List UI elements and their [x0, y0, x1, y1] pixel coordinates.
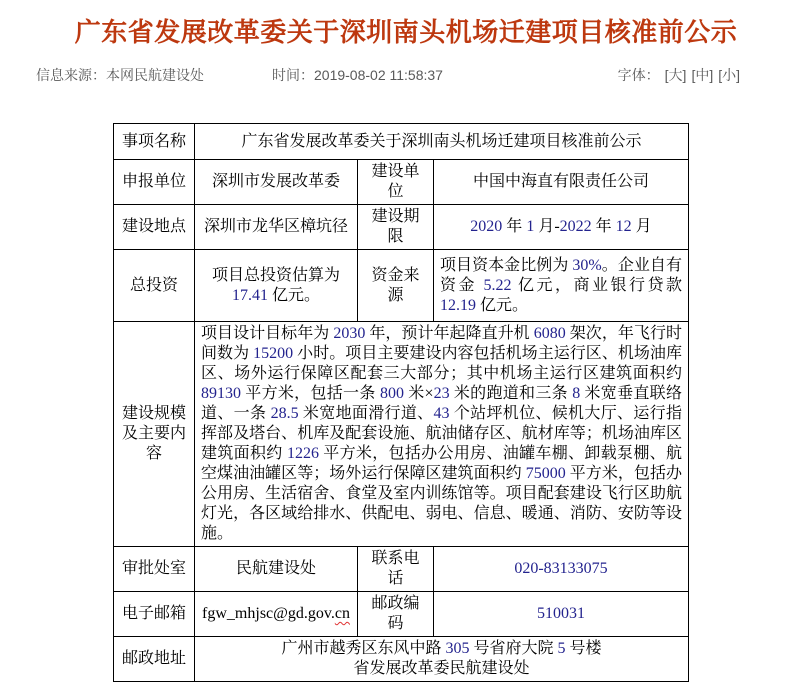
email-address-tld: cn [334, 605, 350, 622]
info-source [36, 65, 204, 85]
approval-office-label: 审批处室 [114, 547, 195, 592]
funding-label: 资金来源 [358, 250, 434, 322]
scale-label: 建设规模及主要内容 [114, 322, 195, 547]
postal-address-value [195, 637, 689, 682]
info-source-value: 本网民航建设处 [106, 67, 204, 83]
meta-bar [0, 65, 812, 85]
publish-time-label: 时间： [272, 67, 314, 83]
font-size-small-button[interactable]: [小] [718, 67, 740, 83]
font-size-medium-button[interactable]: [中] [691, 67, 714, 83]
table-row-units [114, 160, 689, 205]
phone-label: 联系电话 [358, 547, 434, 592]
info-source-label: 信息来源： [36, 67, 106, 83]
postcode-label: 邮政编码 [358, 592, 434, 637]
publish-time-value: 2019-08-02 11:58:37 [314, 67, 443, 83]
period-label: 建设期限 [358, 205, 434, 250]
postal-address-line1: 广州市越秀区东风中路 305 号省府大院 5 号楼 [281, 640, 602, 657]
applicant-value: 深圳市发展改革委 [195, 160, 358, 205]
location-value: 深圳市龙华区樟坑径 [195, 205, 358, 250]
publish-time [272, 65, 443, 85]
construct-unit-value: 中国中海直有限责任公司 [434, 160, 689, 205]
postcode-value: 510031 [434, 592, 689, 637]
funding-value: 项目资本金比例为 30%。企业自有资金 5.22 亿元，商业银行贷款 12.19 亿元。 [434, 250, 689, 322]
table-row-postal-address [114, 637, 689, 682]
location-label: 建设地点 [114, 205, 195, 250]
approval-office-value: 民航建设处 [195, 547, 358, 592]
item-name-label: 事项名称 [114, 124, 195, 160]
email-label: 电子邮箱 [114, 592, 195, 637]
construct-unit-label: 建设单位 [358, 160, 434, 205]
table-row-item-name [114, 124, 689, 160]
table-row-approval [114, 547, 689, 592]
table-row-scale [114, 322, 689, 547]
font-size-large-button[interactable]: [大] [664, 67, 687, 83]
font-size-control [618, 65, 740, 85]
page-title: 广东省发展改革委关于深圳南头机场迁建项目核准前公示 [74, 17, 738, 47]
postal-address-label: 邮政地址 [114, 637, 195, 682]
table-row-email-postcode [114, 592, 689, 637]
investment-label: 总投资 [114, 250, 195, 322]
email-value [195, 592, 358, 637]
table-row-investment [114, 250, 689, 322]
font-size-label: 字体： [617, 67, 660, 83]
scale-value: 项目设计目标年为 2030 年，预计年起降直升机 6080 架次，年飞行时间数为 15200 小时。项目主要建设内容包括机场主运行区、机场油库区、场外运行保障区配套三大部分；其中机场主运行区建筑面积约 89130 平方米，包括一条 800 米×23 米的跑道和三条 8 米宽垂直联络道、一条 28.5 米宽地面滑行道、43 个站坪机位、候机大厅、运行指挥部及塔台、机库及配套设施、航油储存区、航材库等；机场油库区建筑面积约 1226 平方米，包括办公用房、油罐车棚、卸载泵棚、航空煤油油罐区等；场外运行保障区建筑面积约 75000 平方米，包括办公用房、生活宿舍、食堂及室内训练馆等。项目配套建设飞行区助航灯光，各区域给排水、供配电、弱电、信息、暖通、消防、安防等设施。 [195, 322, 689, 547]
investment-value: 项目总投资估算为 17.41 亿元。 [195, 250, 358, 322]
project-detail-table [113, 123, 689, 682]
applicant-label: 申报单位 [114, 160, 195, 205]
email-address-main: fgw_mhjsc@gd.gov. [202, 605, 335, 622]
table-row-location-period [114, 205, 689, 250]
item-name-value: 广东省发展改革委关于深圳南头机场迁建项目核准前公示 [195, 124, 689, 160]
postal-address-line2: 省发展改革委民航建设处 [353, 660, 530, 677]
phone-value: 020-83133075 [434, 547, 689, 592]
period-value: 2020 年 1 月-2022 年 12 月 [434, 205, 689, 250]
